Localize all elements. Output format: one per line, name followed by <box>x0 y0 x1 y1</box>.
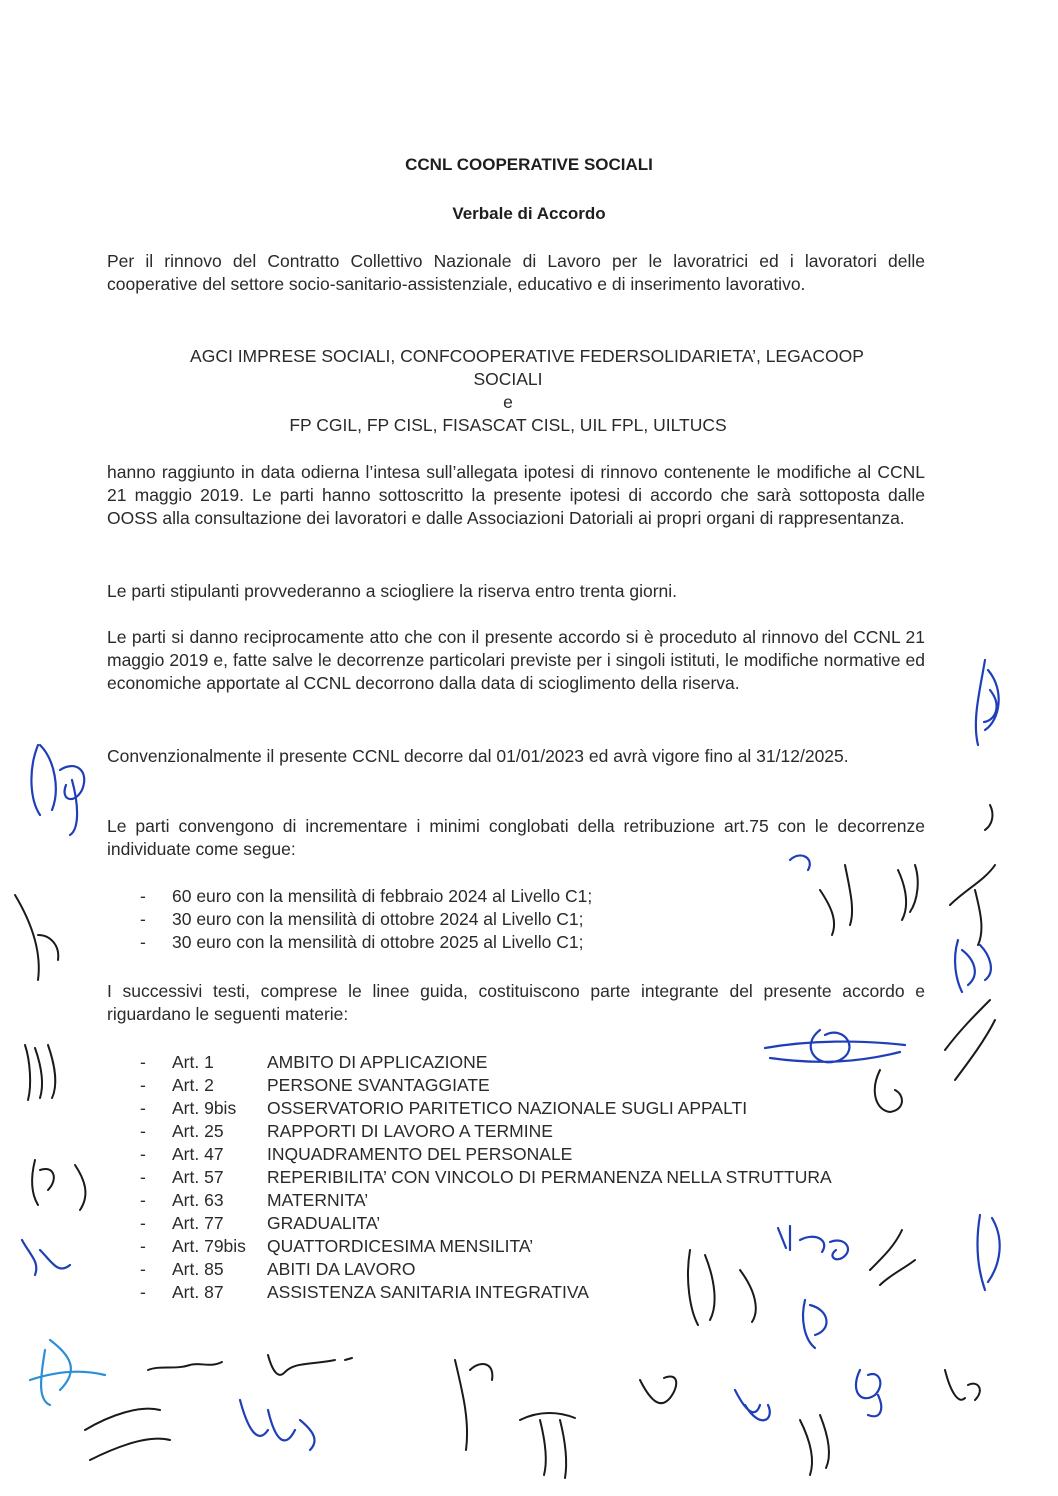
paragraph-renewal: Le parti si danno reciprocamente atto che con il presente accordo si è proceduto al rinnovo del CCNL 21 maggio 2019 e, fatte salve le decorrenze particolari previste per i singoli istituti, le modifiche normative ed economiche apportate al CCNL decorrono dalla data di scioglimento della riserva. <box>107 627 925 693</box>
list-item <box>140 931 592 954</box>
signature-mark <box>640 1376 676 1403</box>
signature-mark <box>32 1160 85 1210</box>
signature-mark <box>820 865 852 935</box>
document-subtitle: Verbale di Accordo <box>452 204 606 223</box>
article-title: ABITI DA LAVORO <box>267 1259 416 1279</box>
list-item <box>140 885 592 908</box>
signature-mark <box>800 1415 829 1475</box>
signature-mark <box>870 1230 915 1285</box>
article-number: Art. 2 <box>172 1075 214 1095</box>
article-number: Art. 85 <box>172 1259 224 1279</box>
signature-mark <box>898 865 918 920</box>
signature-mark <box>85 1409 170 1460</box>
list-item <box>140 1235 832 1258</box>
signature-mark <box>856 1370 881 1416</box>
list-marker: - <box>140 1213 146 1233</box>
document-title: CCNL COOPERATIVE SOCIALI <box>405 155 653 174</box>
list-marker: - <box>140 1075 146 1095</box>
list-marker: - <box>140 1144 146 1164</box>
signature-mark <box>148 1362 222 1370</box>
employers-line-2: SOCIALI <box>473 369 543 389</box>
article-number: Art. 1 <box>172 1052 214 1072</box>
list-item <box>140 1166 832 1189</box>
parties-conjunction: e <box>503 392 513 412</box>
article-number: Art. 87 <box>172 1282 224 1302</box>
signature-mark <box>240 1400 315 1450</box>
paragraph-validity: Convenzionalmente il presente CCNL decorre dal 01/01/2023 ed avrà vigore fino al 31/12/2025. <box>107 746 849 766</box>
increment-text: 30 euro con la mensilità di ottobre 2024 al Livello C1; <box>172 909 584 929</box>
article-title: RAPPORTI DI LAVORO A TERMINE <box>267 1121 553 1141</box>
list-item <box>140 1189 832 1212</box>
list-item <box>140 1143 832 1166</box>
signature-mark <box>985 805 992 830</box>
signature-mark <box>15 895 58 980</box>
list-marker: - <box>140 1190 146 1210</box>
signature-mark <box>30 1340 105 1405</box>
article-number: Art. 9bis <box>172 1098 237 1118</box>
signature-mark <box>950 865 995 945</box>
article-number: Art. 79bis <box>172 1236 246 1256</box>
increment-text: 30 euro con la mensilità di ottobre 2025 al Livello C1; <box>172 932 584 952</box>
signature-mark <box>945 1000 995 1080</box>
increment-text: 60 euro con la mensilità di febbraio 2024 al Livello C1; <box>172 886 593 906</box>
list-marker: - <box>140 1236 146 1256</box>
article-title: GRADUALITA’ <box>267 1213 381 1233</box>
article-title: INQUADRAMENTO DEL PERSONALE <box>267 1144 573 1164</box>
signature-mark <box>268 1355 352 1375</box>
articles-list <box>140 1051 832 1304</box>
list-marker: - <box>140 932 146 952</box>
list-marker: - <box>140 909 146 929</box>
employers-line-1: AGCI IMPRESE SOCIALI, CONFCOOPERATIVE FEDERSOLIDARIETA’, LEGACOOP <box>190 346 864 366</box>
signature-mark <box>455 1360 492 1450</box>
signature-mark <box>735 1390 770 1420</box>
list-item <box>140 1097 832 1120</box>
signature-mark <box>955 940 991 992</box>
article-number: Art. 57 <box>172 1167 224 1187</box>
unions-line: FP CGIL, FP CISL, FISASCAT CISL, UIL FPL, UILTUCS <box>289 415 727 435</box>
list-marker: - <box>140 1098 146 1118</box>
list-marker: - <box>140 1052 146 1072</box>
article-title: ASSISTENZA SANITARIA INTEGRATIVA <box>267 1282 589 1302</box>
article-title: PERSONE SVANTAGGIATE <box>267 1075 490 1095</box>
list-marker: - <box>140 1259 146 1279</box>
list-item <box>140 1281 832 1304</box>
signature-mark <box>22 1240 70 1275</box>
article-title: OSSERVATORIO PARITETICO NAZIONALE SUGLI APPALTI <box>267 1098 748 1118</box>
article-title: MATERNITA’ <box>267 1190 369 1210</box>
paragraph-articles: I successivi testi, comprese le linee guida, costituiscono parte integrante del presente accordo e riguardano le seguenti materie: <box>107 981 925 1024</box>
signature-mark <box>976 660 999 745</box>
signature-mark <box>875 1070 902 1112</box>
article-title: AMBITO DI APPLICAZIONE <box>267 1052 488 1072</box>
signature-mark <box>31 745 84 835</box>
paragraph-reserve: Le parti stipulanti provvederanno a sciogliere la riserva entro trenta giorni. <box>107 581 678 601</box>
article-number: Art. 63 <box>172 1190 224 1210</box>
signature-mark <box>945 1370 980 1400</box>
increments-list <box>140 885 592 954</box>
list-item <box>140 908 592 931</box>
list-marker: - <box>140 1282 146 1302</box>
paragraph-agreement: hanno raggiunto in data odierna l’intesa sull’allegata ipotesi di rinnovo contenente le modifiche al CCNL 21 maggio 2019. Le parti hanno sottoscritto la presente ipotesi di accordo che sarà sottoposta dalle OOSS alla consultazione dei lavoratori e dalle Associazioni Datoriali ai propri organi di rappresentanza. <box>107 462 925 528</box>
article-number: Art. 77 <box>172 1213 224 1233</box>
list-item <box>140 1120 832 1143</box>
list-item <box>140 1258 832 1281</box>
signature-mark <box>803 1300 826 1348</box>
list-item <box>140 1212 832 1235</box>
list-item <box>140 1051 832 1074</box>
list-item <box>140 1074 832 1097</box>
article-number: Art. 25 <box>172 1121 224 1141</box>
signature-mark <box>978 1215 1000 1290</box>
list-marker: - <box>140 1121 146 1141</box>
signature-mark <box>25 1045 55 1100</box>
intro-paragraph: Per il rinnovo del Contratto Collettivo Nazionale di Lavoro per le lavoratrici ed i lavoratori delle cooperative del settore socio-sanitario-assistenziale, educativo e di inserimento lavorativo. <box>107 251 925 294</box>
list-marker: - <box>140 1167 146 1187</box>
paragraph-increments: Le parti convengono di incrementare i minimi conglobati della retribuzione art.75 con le decorrenze individuate come segue: <box>107 816 925 859</box>
list-marker: - <box>140 886 146 906</box>
article-title: REPERIBILITA’ CON VINCOLO DI PERMANENZA NELLA STRUTTURA <box>267 1167 832 1187</box>
article-number: Art. 47 <box>172 1144 224 1164</box>
signature-mark <box>520 1413 575 1478</box>
article-title: QUATTORDICESIMA MENSILITA’ <box>267 1236 534 1256</box>
